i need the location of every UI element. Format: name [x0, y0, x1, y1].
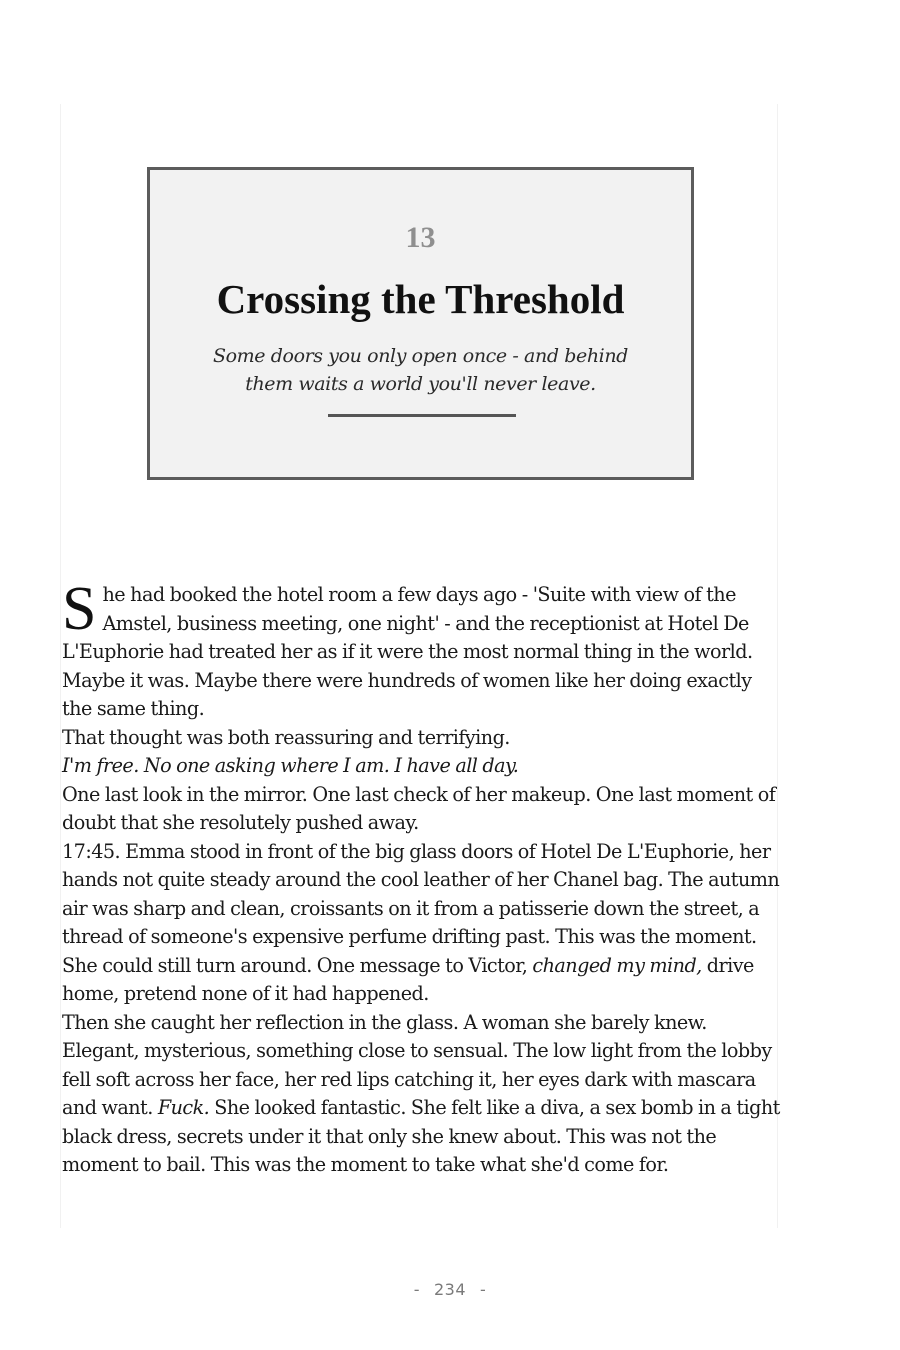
paragraph-6-text-a: Then she caught her reflection in the glass. A woman she barely knew. Elegant, mysterious, something close to sensual. The low light from the lobby fell soft across her face, her red lips catching it, her eyes dark with mascara and want. [62, 1010, 772, 1119]
paragraph-6 [62, 1009, 782, 1180]
paragraph-5 [62, 838, 782, 1009]
paragraph-1 [62, 575, 782, 724]
paragraph-5-italic: changed my mind, [532, 953, 702, 977]
paragraph-4: One last look in the mirror. One last check of her makeup. One last moment of doubt that she resolutely pushed away. [62, 782, 776, 834]
page-number: 234 [433, 1280, 467, 1299]
chapter-title: Crossing the Threshold [216, 276, 625, 322]
drop-cap: S [62, 575, 97, 643]
paragraph-6-italic: Fuck. [157, 1096, 210, 1119]
page-number-dash-left: - [413, 1280, 420, 1299]
paragraph-2: That thought was both reassuring and terrifying. [62, 725, 510, 749]
chapter-header-box [147, 167, 694, 480]
chapter-divider [328, 414, 516, 417]
paragraph-3-thought: I'm free. No one asking where I am. I have all day. [62, 754, 519, 777]
chapter-subtitle: Some doors you only open once - and behind them waits a world you'll never leave. [213, 345, 628, 395]
paragraph-5-text-b: drive home, pretend none of it had happened. [62, 953, 754, 1005]
page-number-dash-right: - [480, 1280, 487, 1299]
chapter-number: 13 [405, 221, 436, 254]
page-footer [0, 1280, 900, 1299]
paragraph-6-text-b: She looked fantastic. She felt like a diva, a sex bomb in a tight black dress, secrets under it that only she knew about. This was not the moment to bail. This was the moment to take what she'd come for. [62, 1096, 780, 1176]
paragraph-1-text: he had booked the hotel room a few days ago - 'Suite with view of the Amstel, business meeting, one night' - and the receptionist at Hotel De L'Euphorie had treated her as if it were the most normal thing in the world. Maybe it was. Maybe there were hundreds of women like her doing exactly the same thing. [62, 583, 753, 720]
paragraph-5-text-a: 17:45. Emma stood in front of the big glass doors of Hotel De L'Euphorie, her hands not quite steady around the cool leather of her Chanel bag. The autumn air was sharp and clean, croissants on it from a patisserie down the street, a thread of someone's expensive perfume drifting past. This was the moment. She could still turn around. One message to Victor, [62, 839, 780, 977]
chapter-body [62, 575, 782, 1180]
